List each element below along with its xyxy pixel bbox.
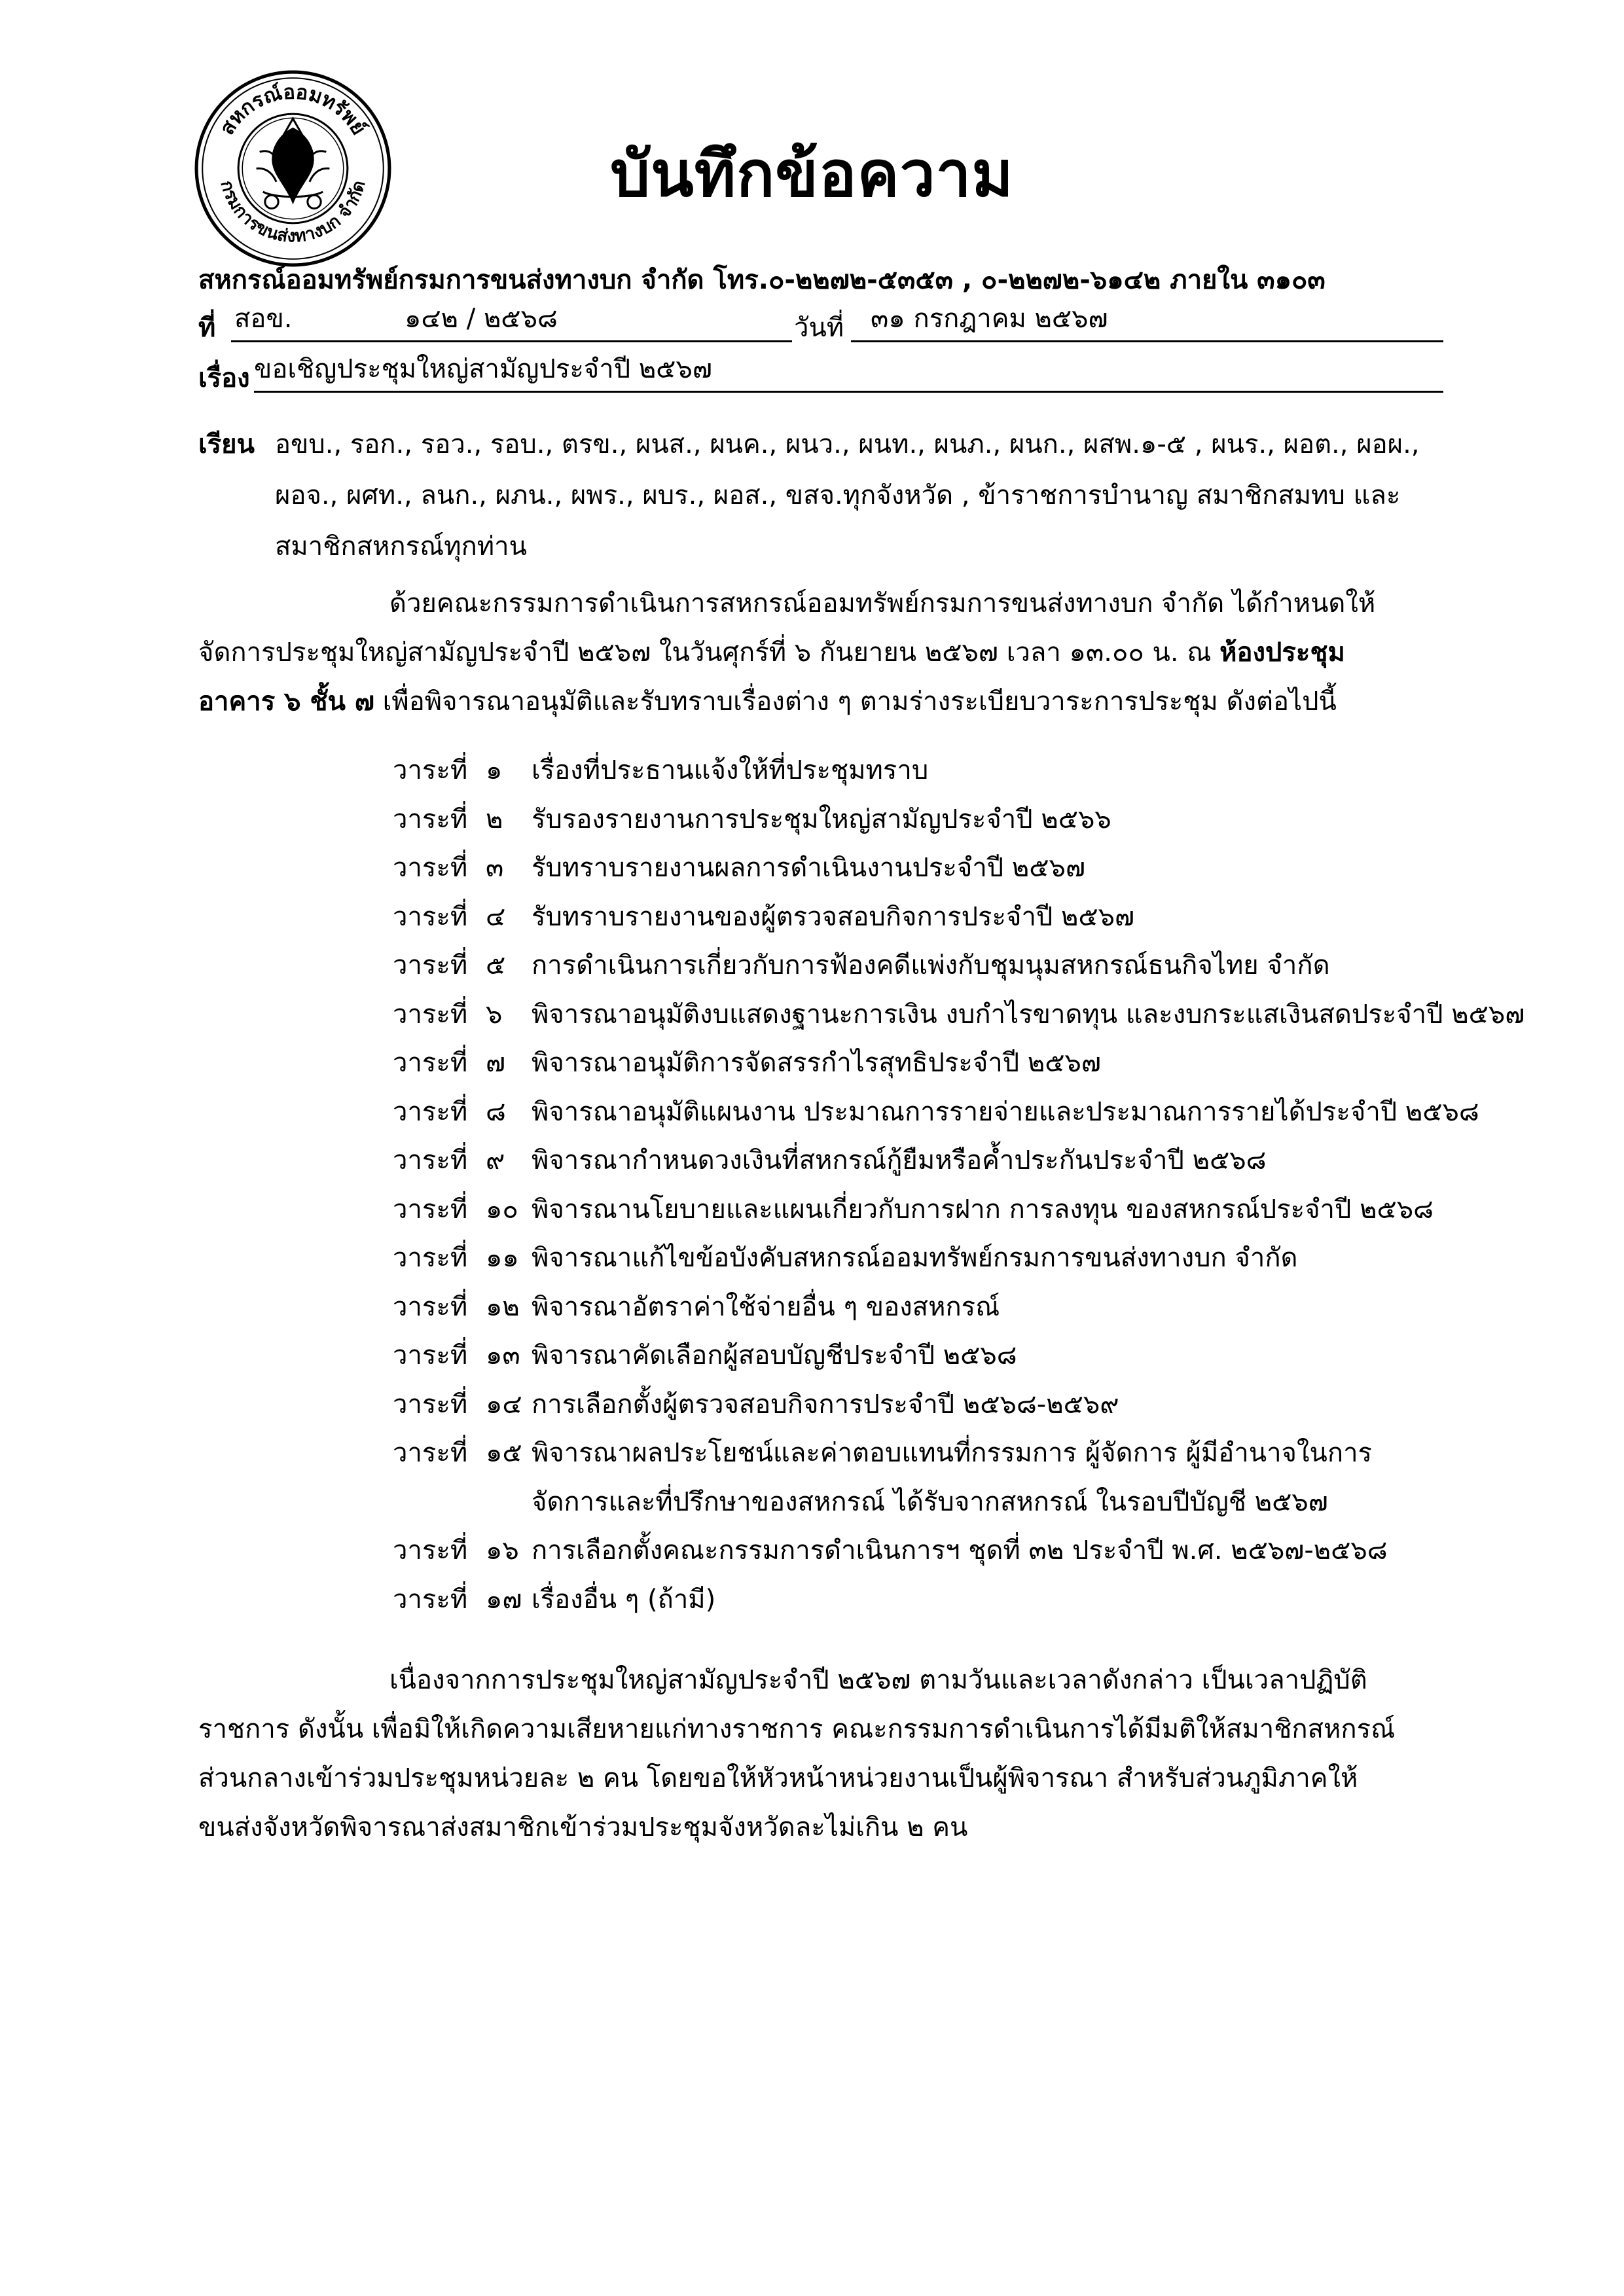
agenda-item <box>393 1088 1604 1137</box>
agenda-item-number: ๗ <box>486 1048 506 1078</box>
seal-text-top: สหกรณ์ออมทรัพย์ <box>215 81 370 139</box>
reference-field <box>231 306 792 342</box>
agenda-item-text-continued: จัดการและที่ปรึกษาของสหกรณ์ ได้รับจากสหกรณ์ ในรอบปีบัญชี ๒๕๖๗ <box>532 1486 1328 1517</box>
agenda-item-number: ๖ <box>486 999 503 1030</box>
agenda-item-label: วาระที่ <box>393 1291 468 1322</box>
closing-line-3: ส่วนกลางเข้าร่วมประชุมหน่วยละ ๒ คน โดยขอให้หัวหน้าหน่วยงานเป็นผู้พิจารณา สำหรับส่วนภูมิภาคให้ <box>198 1763 1358 1793</box>
agenda-item-number: ๑๕ <box>486 1438 522 1468</box>
agenda-item-number: ๑๐ <box>486 1194 518 1225</box>
agenda-item-number: ๒ <box>486 804 503 834</box>
agenda-item-label: วาระที่ <box>393 1340 468 1371</box>
agenda-item-label: วาระที่ <box>393 853 468 883</box>
agenda-item-text: พิจารณาผลประโยชน์และค่าตอบแทนที่กรรมการ ผู้จัดการ ผู้มีอำนาจในการ <box>532 1438 1373 1468</box>
date-field <box>851 306 1443 342</box>
agenda-item-label: วาระที่ <box>393 950 468 980</box>
closing-line-4: ขนส่งจังหวัดพิจารณาส่งสมาชิกเข้าร่วมประชุมจังหวัดละไม่เกิน ๒ คน <box>198 1812 968 1842</box>
agenda-item-number: ๓ <box>486 853 504 883</box>
agenda-item-label: วาระที่ <box>393 1096 468 1127</box>
agenda-item-label: วาระที่ <box>393 1438 468 1468</box>
agenda-item <box>393 844 1604 893</box>
agenda-item-number: ๑๒ <box>486 1291 520 1322</box>
agenda-item <box>393 1136 1604 1185</box>
agenda-item <box>393 795 1604 844</box>
closing-paragraph <box>198 1656 1475 1852</box>
recipients-line-2: ผอจ., ผศท., ลนก., ผภน., ผพร., ผบร., ผอส., ขสจ.ทุกจังหวัด , ข้าราชการบำนาญ สมาชิกสมทบ และ <box>275 480 1401 511</box>
agenda-list <box>393 746 1604 1624</box>
agenda-item <box>393 1575 1604 1624</box>
agenda-item-text: รับทราบรายงานของผู้ตรวจสอบกิจการประจำปี ๒๕๖๗ <box>532 901 1135 932</box>
agenda-item-text: รับทราบรายงานผลการดำเนินงานประจำปี ๒๕๖๗ <box>532 853 1086 883</box>
agenda-item <box>393 1331 1604 1380</box>
agenda-item-text: พิจารณาคัดเลือกผู้สอบบัญชีประจำปี ๒๕๖๘ <box>532 1340 1017 1371</box>
agenda-item <box>393 1234 1604 1283</box>
agenda-item-label: วาระที่ <box>393 1584 468 1615</box>
agenda-item <box>393 941 1604 990</box>
agenda-item-number: ๑๑ <box>486 1243 519 1273</box>
agenda-item-number: ๑ <box>486 755 503 785</box>
intro-line-1: ด้วยคณะกรรมการดำเนินการสหกรณ์ออมทรัพย์กรมการขนส่งทางบก จำกัด ได้กำหนดให้ <box>389 588 1376 619</box>
agenda-item <box>393 746 1604 795</box>
reference-row <box>198 306 215 348</box>
agenda-item-text: พิจารณาอัตราค่าใช้จ่ายอื่น ๆ ของสหกรณ์ <box>532 1291 1000 1322</box>
intro-line-3a: อาคาร ๖ ชั้น ๗ <box>198 687 374 717</box>
agenda-item <box>393 1380 1604 1429</box>
agenda-item-text: เรื่องที่ประธานแจ้งให้ที่ประชุมทราบ <box>532 755 929 785</box>
date-row <box>794 306 844 348</box>
agenda-item <box>393 1185 1604 1234</box>
subject-label: เรื่อง <box>198 363 250 393</box>
agenda-item-label: วาระที่ <box>393 901 468 932</box>
intro-paragraph <box>198 579 1475 726</box>
agenda-item-label: วาระที่ <box>393 1145 468 1175</box>
closing-line-1: เนื่องจากการประชุมใหญ่สามัญประจำปี ๒๕๖๗ ตามวันและเวลาดังกล่าว เป็นเวลาปฏิบัติ <box>389 1665 1367 1695</box>
agenda-item-text: การดำเนินการเกี่ยวกับการฟ้องคดีแพ่งกับชุมนุมสหกรณ์ธนกิจไทย จำกัด <box>532 950 1330 980</box>
agenda-item <box>393 1283 1604 1332</box>
reference-label: ที่ <box>198 313 216 343</box>
agenda-item-number: ๘ <box>486 1096 506 1127</box>
agenda-item-number: ๑๓ <box>486 1340 520 1371</box>
agenda-item-text: การเลือกตั้งผู้ตรวจสอบกิจการประจำปี ๒๕๖๘-๒๕๖๙ <box>532 1389 1119 1420</box>
agenda-item-number: ๑๖ <box>486 1535 519 1566</box>
agenda-item-text: พิจารณาอนุมัติการจัดสรรกำไรสุทธิประจำปี ๒๕๖๗ <box>532 1048 1101 1078</box>
agenda-item-label: วาระที่ <box>393 1535 468 1566</box>
agenda-item <box>393 990 1604 1039</box>
agenda-item-number: ๙ <box>486 1145 505 1175</box>
agenda-item-label: วาระที่ <box>393 1194 468 1225</box>
date-label: วันที่ <box>794 313 844 343</box>
date-value: ๓๑ กรกฎาคม ๒๕๖๗ <box>871 304 1108 334</box>
agenda-item-label: วาระที่ <box>393 1243 468 1273</box>
agenda-item <box>393 893 1604 942</box>
agenda-item-label: วาระที่ <box>393 1389 468 1420</box>
intro-line-2b: ห้องประชุม <box>1219 637 1345 668</box>
agenda-item-text: พิจารณาแก้ไขข้อบังคับสหกรณ์ออมทรัพย์กรมการขนส่งทางบก จำกัด <box>532 1243 1298 1273</box>
subject-row <box>198 357 250 399</box>
agenda-item-label: วาระที่ <box>393 1048 468 1078</box>
agenda-item-text: พิจารณากำหนดวงเงินที่สหกรณ์กู้ยืมหรือค้ำประกันประจำปี ๒๕๖๘ <box>532 1145 1267 1175</box>
agenda-item-number: ๑๔ <box>486 1389 522 1420</box>
agenda-item-text: พิจารณานโยบายและแผนเกี่ยวกับการฝาก การลงทุน ของสหกรณ์ประจำปี ๒๕๖๘ <box>532 1194 1434 1225</box>
reference-number: ๑๔๒ / ๒๕๖๘ <box>405 304 558 334</box>
agenda-item-label: วาระที่ <box>393 755 468 785</box>
agenda-item-number: ๑๗ <box>486 1584 522 1615</box>
closing-line-2: ราชการ ดังนั้น เพื่อมิให้เกิดความเสียหายแก่ทางราชการ คณะกรรมการดำเนินการได้มีมติให้สมาชิกสหกรณ์ <box>198 1714 1396 1744</box>
agenda-item <box>393 1039 1604 1088</box>
intro-line-3b: เพื่อพิจารณาอนุมัติและรับทราบเรื่องต่าง ๆ ตามร่างระเบียบวาระการประชุม ดังต่อไปนี้ <box>374 687 1337 717</box>
agenda-item-number: ๕ <box>486 950 506 980</box>
intro-line-2a: จัดการประชุมใหญ่สามัญประจำปี ๒๕๖๗ ในวันศุกร์ที่ ๖ กันยายน ๒๕๖๗ เวลา ๑๓.๐๐ น. ณ <box>198 637 1220 668</box>
agenda-item-label: วาระที่ <box>393 804 468 834</box>
agenda-item-text: พิจารณาอนุมัติงบแสดงฐานะการเงิน งบกำไรขาดทุน และงบกระแสเงินสดประจำปี ๒๕๖๗ <box>532 999 1525 1030</box>
agenda-item-text: พิจารณาอนุมัติแผนงาน ประมาณการรายจ่ายและประมาณการรายได้ประจำปี ๒๕๖๘ <box>532 1096 1479 1127</box>
recipients-line-3: สมาชิกสหกรณ์ทุกท่าน <box>275 531 527 562</box>
recipients-block <box>198 419 1468 572</box>
memo-title: บันทึกข้อความ <box>610 137 1014 211</box>
reference-office: สอข. <box>234 304 293 334</box>
subject-text: ขอเชิญประชุมใหญ่สามัญประจำปี ๒๕๖๗ <box>254 354 712 384</box>
organization-contact-line: สหกรณ์ออมทรัพย์กรมการขนส่งทางบก จำกัด โทร.๐-๒๒๗๒-๕๓๕๓ , ๐-๒๒๗๒-๖๑๔๒ ภายใน ๓๑๐๓ <box>198 265 1326 295</box>
agenda-item-text: รับรองรายงานการประชุมใหญ่สามัญประจำปี ๒๕๖๖ <box>532 804 1111 834</box>
subject-field <box>254 354 1443 393</box>
agenda-item <box>393 1429 1604 1526</box>
recipients-label: เรียน <box>198 429 255 459</box>
recipients-line-1: อขบ., รอก., รอว., รอบ., ตรข., ผนส., ผนค., ผนว., ผนท., ผนภ., ผนก., ผสพ.๑-๕ , ผนร., ผอต., ผอผ., <box>275 429 1420 459</box>
agenda-item-text: การเลือกตั้งคณะกรรมการดำเนินการฯ ชุดที่ ๓๒ ประจำปี พ.ศ. ๒๕๖๗-๒๕๖๘ <box>532 1535 1388 1566</box>
agenda-item-text: เรื่องอื่น ๆ (ถ้ามี) <box>532 1584 716 1615</box>
agenda-item <box>393 1526 1604 1575</box>
agenda-item-number: ๔ <box>486 901 506 932</box>
seal-text-bottom: กรมการขนส่งทางบก จำกัด <box>216 178 370 247</box>
agenda-item-label: วาระที่ <box>393 999 468 1030</box>
